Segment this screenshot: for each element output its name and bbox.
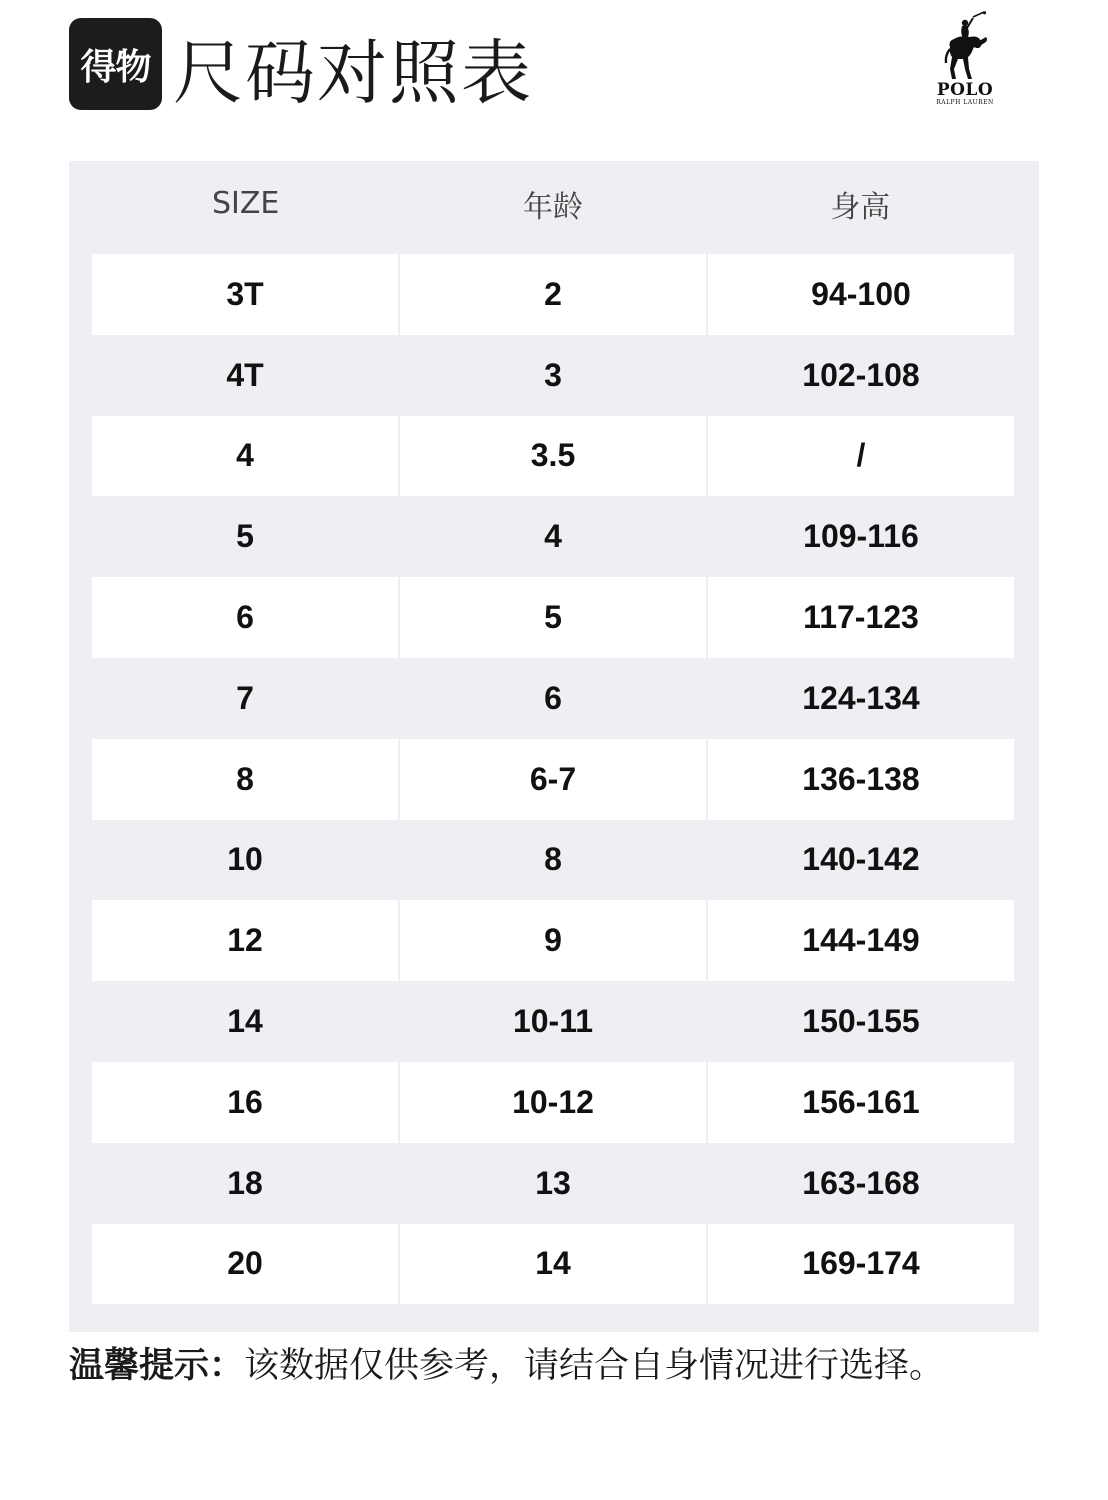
cell-height: 163-168 <box>802 1164 920 1201</box>
tip-note <box>69 1344 1049 1388</box>
cell-size: 12 <box>92 900 398 981</box>
table-row <box>92 416 1014 497</box>
cell-size: 8 <box>92 739 398 820</box>
table-header <box>92 161 1014 254</box>
brand-logo <box>935 11 995 115</box>
cell-age: 10-11 <box>512 1003 594 1040</box>
polo-player-horse-icon <box>940 11 990 83</box>
table-row <box>92 981 1014 1062</box>
cell-height: 140-142 <box>802 841 920 878</box>
header-age: 年龄 <box>522 189 583 225</box>
cell-age: 6 <box>544 679 562 716</box>
cell-size: 20 <box>92 1224 398 1305</box>
cell-size: 18 <box>227 1164 263 1201</box>
cell-age: 13 <box>535 1164 571 1201</box>
cell-height: / <box>708 416 1014 497</box>
tip-label: 温馨提示： <box>69 1346 245 1386</box>
tip-text: 该数据仅供参考，请结合自身情况进行选择。 <box>244 1346 945 1386</box>
cell-size: 7 <box>236 679 254 716</box>
cell-height: 117-123 <box>708 577 1014 658</box>
header <box>69 17 1029 127</box>
table-row <box>92 658 1014 739</box>
cell-age: 10-12 <box>400 1062 706 1143</box>
cell-size: 10 <box>227 841 263 878</box>
cell-age: 9 <box>400 900 706 981</box>
table-row <box>92 496 1014 577</box>
table-row <box>92 577 1014 658</box>
cell-size: 16 <box>92 1062 398 1143</box>
cell-age: 2 <box>400 254 706 335</box>
cell-size: 4T <box>226 356 264 393</box>
table-row <box>92 739 1014 820</box>
cell-age: 14 <box>400 1224 706 1305</box>
cell-age: 6-7 <box>400 739 706 820</box>
cell-size: 3T <box>92 254 398 335</box>
cell-age: 4 <box>544 518 562 555</box>
cell-height: 109-116 <box>803 518 919 555</box>
cell-height: 136-138 <box>708 739 1014 820</box>
cell-size: 14 <box>227 1003 263 1040</box>
cell-height: 156-161 <box>708 1062 1014 1143</box>
cell-height: 150-155 <box>802 1003 920 1040</box>
brand-name: POLO <box>936 80 994 100</box>
cell-size: 4 <box>92 416 398 497</box>
cell-age: 8 <box>544 841 562 878</box>
page-title: 尺码对照表 <box>173 32 533 114</box>
brand-sub: RALPH LAUREN <box>936 99 994 106</box>
table-row <box>92 335 1014 416</box>
table-row <box>92 820 1014 901</box>
table-row <box>92 1062 1014 1143</box>
table-row <box>92 254 1014 335</box>
header-height: 身高 <box>830 189 891 225</box>
cell-age: 3.5 <box>400 416 706 497</box>
cell-size: 6 <box>92 577 398 658</box>
cell-height: 124-134 <box>802 679 920 716</box>
header-size: SIZE <box>211 186 280 221</box>
cell-size: 5 <box>236 518 254 555</box>
cell-height: 102-108 <box>802 356 920 393</box>
cell-height: 94-100 <box>708 254 1014 335</box>
app-logo: 得物 <box>69 18 162 110</box>
cell-age: 5 <box>400 577 706 658</box>
table-body <box>92 254 1014 1304</box>
cell-age: 3 <box>544 356 562 393</box>
size-chart-table <box>69 161 1039 1332</box>
table-row <box>92 1143 1014 1224</box>
cell-height: 169-174 <box>708 1224 1014 1305</box>
table-row <box>92 900 1014 981</box>
table-row <box>92 1224 1014 1305</box>
cell-height: 144-149 <box>708 900 1014 981</box>
